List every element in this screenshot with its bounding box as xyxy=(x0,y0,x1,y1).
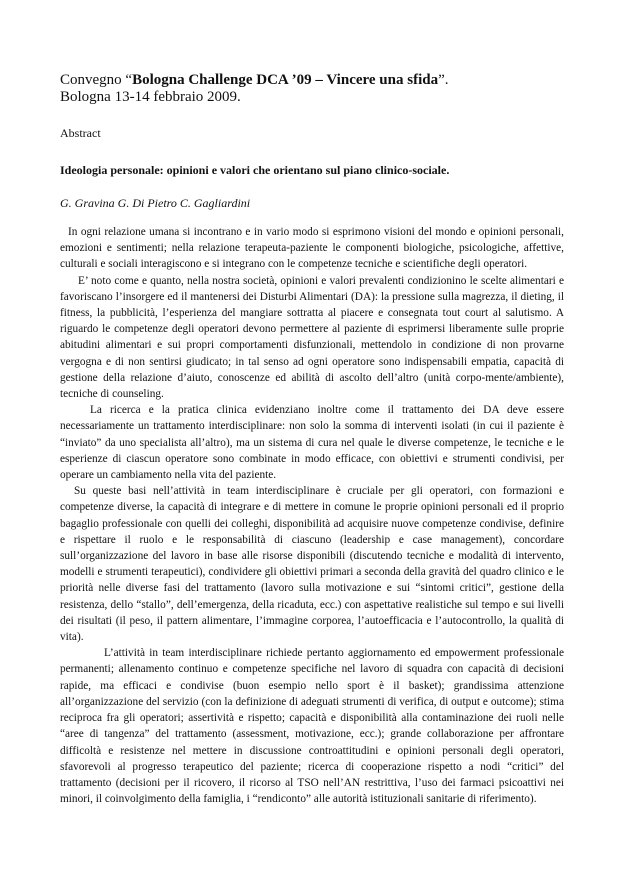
abstract-body xyxy=(60,224,564,807)
paragraph-5: L’attività in team interdisciplinare richiede pertanto aggiornamento ed empowerment professionale permanenti; allenamento continuo e competenze specifiche nel lavoro di squadra con capacità di decisioni rapide, ma efficaci e condivise (buon esempio nello sport è il basket); grandissima attenzione all’organizzazione del servizio (con la definizione di adeguati strumenti di verifica, di output e outcome); stima reciproca fra gli operatori; assertività e rispetto; capacità e disponibilità alla contaminazione dei ruoli nelle “aree di tangenza” del trattamento (assessment, motivazione, ecc.); grande collaborazione per affrontare difficoltà e resistenze nel mettere in discussione controattitudini e opinioni personali degli operatori, sfavorevoli al progresso terapeutico del paziente; ricerca di cooperazione rispetto a nodi “critici” del trattamento (decisioni per il ricovero, il ricorso al TSO nell’AN restrittiva, l’uso dei farmaci psicoattivi nei minori, il coinvolgimento della famiglia, i “rendiconto” alle autorità istituzionali sanitarie di riferimento). xyxy=(60,647,564,806)
conference-suffix: ”. xyxy=(438,72,449,88)
paragraph-4: Su queste basi nell’attività in team interdisciplinare è cruciale per gli operatori, con formazioni e competenze diverse, la capacità di integrare e di mettere in comune le proprie opinioni personali ed il proprio bagaglio professionale con quelli dei colleghi, disponibilità ad acquisire nuove competenze condivise, definire e rispettare il ruolo e le responsabilità di ciascuno (leadership e case management), concordare sull’organizzazione del lavoro in base alle risorse disponibili (discutendo tecniche e modalità di intervento, modelli e strumenti terapeutici), condividere gli obiettivi primari a seconda della gravità del quadro clinico e le priorità nelle diverse fasi del trattamento (lavoro sulla motivazione e sui “sintomi critici”, gestione della resistenza, dello “stallo”, dell’emergenza, della ricaduta, ecc.) con aspettative realistiche sul tempo e sui livelli dei risultati (il peso, il pattern alimentare, l’immagine corporea, l’autoefficacia e l’autocontrollo, la qualità di vita). xyxy=(60,485,564,644)
paragraph-2: E’ noto come e quanto, nella nostra società, opinioni e valori prevalenti condizionino le scelte alimentari e favoriscano l’insorgere ed il mantenersi dei Disturbi Alimentari (DA): la pressione sulla magrezza, il dieting, il fitness, la pubblicità, l’esperienza del mangiare sottratta al piacere e consegnata tout court al salutismo. A riguardo le competenze degli operatori devono permettere al paziente di esprimersi liberamente sulle proprie abitudini alimentari e sui propri comportamenti disfunzionali, mettendolo in condizione di non provarne vergogna e di non sentirsi giudicato; in tal senso ad ogni operatore sono indispensabili empatia, capacità di gestione della relazione d’aiuto, conoscenze ed abilità di ascolto dell’altro (unità corpo-mente/ambiente), tecniche di counseling. xyxy=(60,274,564,401)
paragraph-1: In ogni relazione umana si incontrano e in vario modo si esprimono visioni del mondo e opinioni personali, emozioni e sentimenti; nella relazione terapeuta-paziente le componenti biologiche, psicologiche, affettive, culturali e sociali interagiscono e si integrano con le competenze tecniche e scientifiche degli operatori. xyxy=(60,226,564,271)
conference-name: Bologna Challenge DCA ’09 – Vincere una sfida xyxy=(132,72,439,88)
document-title: Ideologia personale: opinioni e valori che orientano sul piano clinico-sociale. xyxy=(60,163,450,177)
paragraph-3: La ricerca e la pratica clinica evidenziano inoltre come il trattamento dei DA deve essere necessariamente un trattamento interdisciplinare: non solo la somma di interventi isolati (in cui il paziente è “inviato” da uno specialista all’altro), ma un sistema di cura nel quale le diverse competenze, le tecniche e le esperienze di ciascun operatore sono combinate in modo efficace, con obiettivi e strumenti condivisi, per operare un cambiamento nella vita del paziente. xyxy=(60,404,564,482)
authors: G. Gravina G. Di Pietro C. Gagliardini xyxy=(60,196,251,210)
conference-place-date: Bologna 13-14 febbraio 2009. xyxy=(60,89,241,105)
section-label: Abstract xyxy=(60,126,101,140)
conference-line xyxy=(60,72,564,89)
conference-prefix: Convegno “ xyxy=(60,72,133,88)
